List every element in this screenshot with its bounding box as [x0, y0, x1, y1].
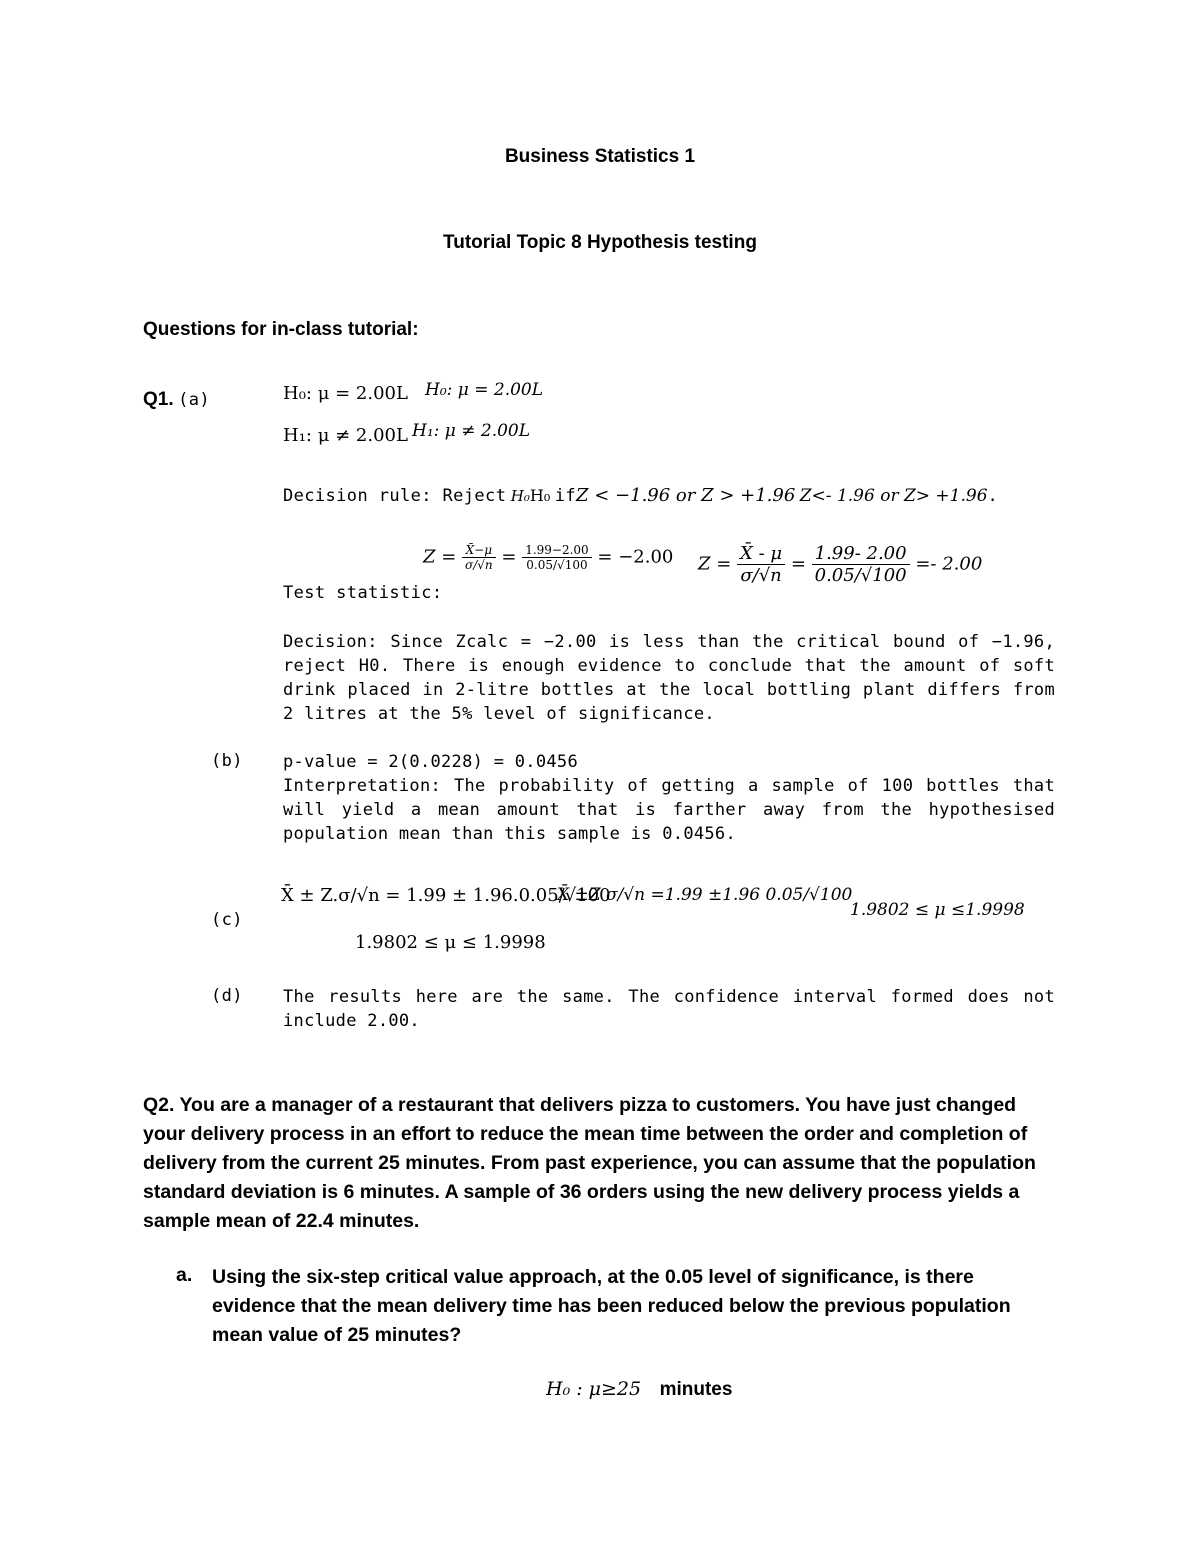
q2-text: Q2. You are a manager of a restaurant that delivers pizza to customers. You have just changed your delivery process in an effort to reduce the mean time between the order and completion of delivery from the current 25 minutes. From past experience, you can assume that the population standard deviation is 6 minutes. A sample of 36 orders using the new delivery process yields a sample mean of 22.4 minutes.	[143, 1094, 1036, 1232]
q1-test-statistic-formula: Z = $\frac{X̄-\mu}{\sigma/√n}$ = $\frac{1.99-2.00}{0.05/√100}$ = −2.00	[423, 543, 674, 572]
q1-h1-alt: H₁: μ ≠ 2.00L	[412, 421, 531, 441]
q1-part-a-label: (a)	[178, 390, 210, 410]
q2-item-a-text: Using the six-step critical value approach, at the 0.05 level of significance, is there evidence that the mean delivery time has been reduced below the previous population mean value of 25 minutes?	[212, 1266, 1011, 1346]
q1-h1-math: H₁: μ ≠ 2.00L	[283, 425, 408, 446]
q1-interpretation: Interpretation: The probability of getting a sample of 100 bottles that will yield a mean amount that is farther away from the hypothesised population mean than this sample is 0.0456.	[283, 776, 1055, 844]
q1-test-statistic-label: Test statistic:	[283, 583, 443, 603]
section-heading: Questions for in-class tutorial:	[143, 319, 419, 340]
q1-part-d-label: (d)	[211, 986, 243, 1006]
q1-ci-math: X̄ ± Z.σ/√n = 1.99 ± 1.96.0.05/√100	[281, 885, 611, 906]
q1-decision-rule: Decision rule: Reject H₀H₀ ifZ < −1.96 or Z > +1.96 Z<- 1.96 or Z> +1.96.	[283, 485, 999, 506]
q1-test-statistic-alt: Z = $\frac{X̄ - \mu}{\sigma/√n}$ = $\frac{1.99- 2.00}{0.05/√100}$ =- 2.00	[698, 543, 983, 586]
q1-ci-result: 1.9802 ≤ μ ≤ 1.9998	[355, 932, 546, 953]
q1-ci-alt-result: 1.9802 ≤ μ ≤1.9998	[850, 900, 1025, 920]
q1-h0-math: H₀: μ = 2.00L	[283, 383, 408, 404]
q1-ci-alt: X̄ ±Z σ/√n =1.99 ±1.96 0.05/√100	[557, 885, 853, 905]
q1-h0-alt: H₀: μ = 2.00L	[425, 380, 544, 400]
q1-pvalue: p-value = 2(0.0228) = 0.0456	[283, 752, 578, 772]
q1-part-c-label: (c)	[211, 910, 243, 930]
page-title: Business Statistics 1	[504, 146, 696, 167]
q1-decision-text: Decision: Since Zcalc = −2.00 is less than the critical bound of −1.96, reject H0. There is enough evidence to conclude that the amount of soft drink placed in 2-litre bottles at the local bottling plant differs from 2 litres at the 5% level of significance.	[283, 632, 1055, 724]
q1-part-b-label: (b)	[211, 751, 243, 771]
q2-h0: H₀ : μ≥25 minutes	[546, 1378, 733, 1400]
q1-label-row	[143, 389, 210, 411]
page-subtitle: Tutorial Topic 8 Hypothesis testing	[443, 232, 757, 253]
q1-label: Q1.	[143, 389, 174, 410]
q1-part-d-text: The results here are the same. The confidence interval formed does not include 2.00.	[283, 987, 1055, 1031]
q2-item-a-label: a.	[176, 1264, 193, 1286]
